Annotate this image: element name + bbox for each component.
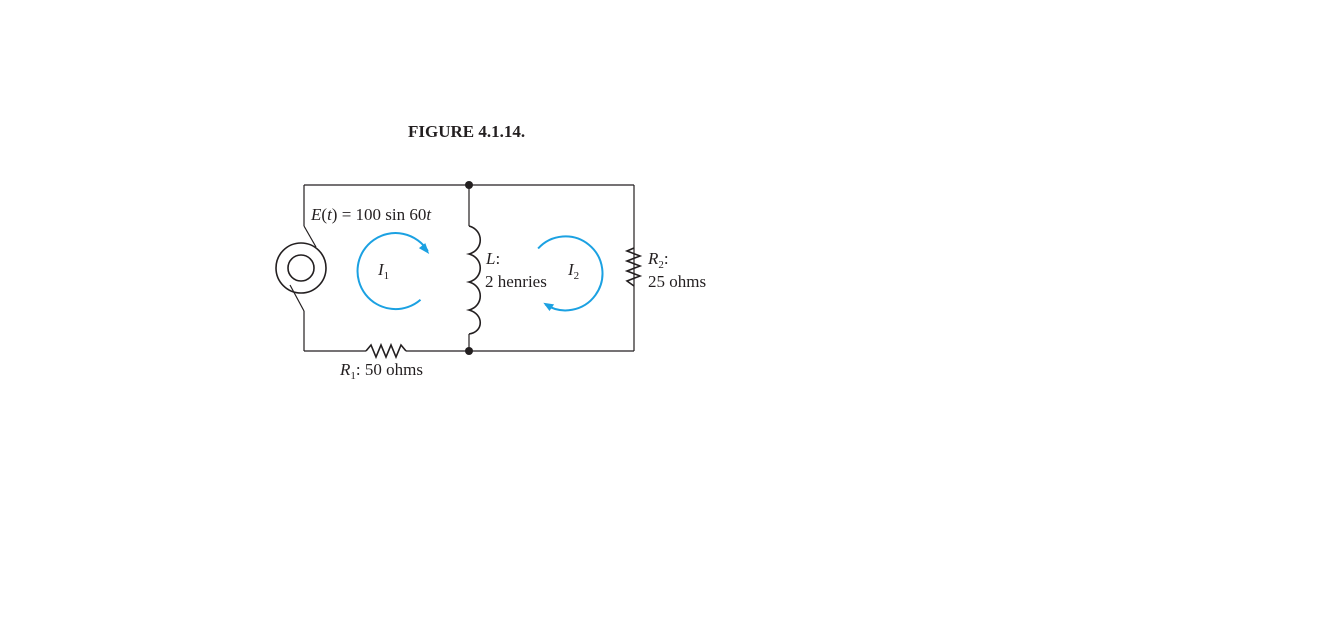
loop-current-i1-arrow [358, 233, 430, 309]
figure-title: FIGURE 4.1.14. [408, 122, 526, 141]
junction-dot-top [465, 181, 473, 189]
inductor-coil [469, 226, 480, 334]
current-i2-label: $I_2$ [568, 260, 580, 282]
resistor-r1-label: $R_1$: 50 ohms [340, 360, 423, 382]
resistor-r2-label: $R_2$: [648, 249, 669, 271]
ac-source-symbol [276, 226, 326, 311]
resistor-r1-symbol [366, 345, 406, 357]
current-i1-label: $I_1$ [378, 260, 390, 282]
resistor-r2-value: 25 ohms [648, 272, 707, 291]
source-label: E(t) = 100 sin 60t [311, 205, 432, 224]
inductor-label: L: [486, 249, 501, 268]
arrowhead-i2 [543, 303, 554, 311]
junction-dot-bottom [465, 347, 473, 355]
inductor-value: 2 henries [485, 272, 547, 291]
arrowhead-i1 [419, 243, 429, 254]
